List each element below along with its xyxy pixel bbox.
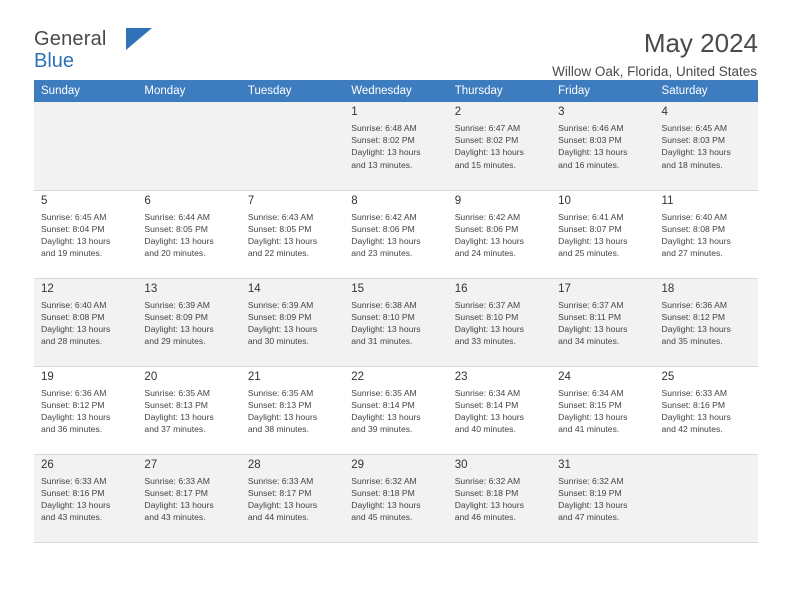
day-sun-info	[144, 211, 234, 260]
day-sun-info	[144, 475, 234, 524]
weekday-header-tuesday: Tuesday	[241, 80, 344, 102]
day-number: 23	[454, 370, 468, 383]
calendar-day-cell	[137, 190, 240, 278]
day-info-line: Daylight: 13 hours	[144, 411, 214, 422]
day-info-line: Sunset: 8:04 PM	[41, 223, 105, 234]
day-info-line: Daylight: 13 hours	[558, 499, 628, 510]
calendar-day-cell	[655, 366, 758, 454]
calendar-cell-empty	[137, 102, 240, 190]
calendar-day-cell	[344, 278, 447, 366]
day-info-line: and 30 minutes.	[247, 336, 309, 347]
day-info-line: Sunset: 8:09 PM	[144, 311, 208, 322]
day-number: 31	[558, 458, 571, 471]
day-info-line: and 31 minutes.	[351, 336, 413, 347]
day-info-line: Daylight: 13 hours	[661, 147, 731, 158]
day-info-line: Sunset: 8:13 PM	[247, 399, 312, 410]
day-info-line: Daylight: 13 hours	[454, 323, 524, 334]
calendar-day-cell	[551, 278, 654, 366]
day-info-line: and 22 minutes.	[247, 248, 309, 259]
day-sun-info	[41, 387, 131, 436]
day-sun-info	[558, 299, 648, 348]
day-info-line: Sunset: 8:03 PM	[661, 135, 726, 146]
day-info-line: and 27 minutes.	[661, 248, 723, 259]
day-info-line: and 43 minutes.	[41, 512, 103, 523]
day-number: 17	[558, 282, 571, 295]
day-sun-info	[248, 387, 338, 436]
day-info-line: Sunrise: 6:39 AM	[247, 299, 314, 310]
day-info-line: Sunrise: 6:37 AM	[454, 299, 521, 310]
day-sun-info	[662, 299, 752, 348]
day-info-line: Sunrise: 6:40 AM	[41, 299, 107, 310]
day-number: 6	[144, 194, 151, 207]
calendar-day-cell	[34, 278, 137, 366]
day-info-line: and 35 minutes.	[661, 336, 723, 347]
day-sun-info	[558, 211, 648, 260]
day-info-line: Sunset: 8:09 PM	[247, 311, 312, 322]
day-info-line: and 34 minutes.	[558, 336, 620, 347]
day-info-line: Sunrise: 6:45 AM	[41, 211, 107, 222]
day-info-line: Daylight: 13 hours	[41, 499, 111, 510]
day-info-line: Sunrise: 6:43 AM	[247, 211, 314, 222]
day-info-line: Daylight: 13 hours	[351, 147, 421, 158]
day-info-line: and 39 minutes.	[351, 424, 413, 435]
day-sun-info	[41, 211, 131, 260]
day-info-line: Daylight: 13 hours	[454, 411, 524, 422]
calendar-day-cell	[241, 278, 344, 366]
day-sun-info	[558, 122, 648, 171]
calendar-day-cell	[34, 454, 137, 542]
day-info-line: Sunrise: 6:32 AM	[351, 475, 417, 486]
page-title: May 2024	[643, 28, 758, 58]
day-info-line: Sunset: 8:06 PM	[351, 223, 415, 234]
day-info-line: and 42 minutes.	[661, 424, 723, 435]
calendar-day-cell	[655, 102, 758, 190]
day-sun-info	[41, 475, 131, 524]
day-number: 22	[351, 370, 365, 383]
calendar-week-row	[34, 102, 758, 190]
day-info-line: Sunrise: 6:35 AM	[247, 387, 314, 398]
day-number: 30	[454, 458, 468, 471]
sunrise-sunset-calendar	[34, 80, 758, 543]
header-text-block	[552, 28, 758, 79]
calendar-day-cell	[241, 190, 344, 278]
day-info-line: Sunset: 8:14 PM	[351, 399, 415, 410]
day-info-line: and 18 minutes.	[661, 159, 723, 170]
day-number: 29	[351, 458, 365, 471]
day-info-line: and 47 minutes.	[558, 512, 620, 523]
day-info-line: Daylight: 13 hours	[454, 147, 524, 158]
day-info-line: Daylight: 13 hours	[144, 499, 214, 510]
day-number: 2	[454, 106, 462, 118]
day-info-line: Daylight: 13 hours	[558, 411, 628, 422]
day-number: 11	[661, 194, 674, 207]
day-info-line: and 41 minutes.	[558, 424, 620, 435]
day-info-line: and 16 minutes.	[558, 159, 620, 170]
weekday-header-saturday: Saturday	[655, 80, 758, 102]
day-number: 10	[558, 194, 571, 207]
day-info-line: Daylight: 13 hours	[144, 323, 214, 334]
day-info-line: Daylight: 13 hours	[558, 323, 628, 334]
day-info-line: Daylight: 13 hours	[41, 235, 111, 246]
day-info-line: Sunset: 8:03 PM	[558, 135, 622, 146]
day-info-line: Daylight: 13 hours	[351, 235, 421, 246]
day-info-line: Sunrise: 6:47 AM	[454, 123, 521, 133]
day-info-line: Sunrise: 6:35 AM	[351, 387, 417, 398]
day-info-line: Sunrise: 6:37 AM	[558, 299, 624, 310]
day-info-line: Sunset: 8:17 PM	[144, 487, 208, 498]
day-sun-info	[558, 387, 648, 436]
day-info-line: and 13 minutes.	[351, 159, 413, 170]
day-info-line: Sunrise: 6:32 AM	[558, 475, 624, 486]
day-sun-info	[662, 211, 752, 260]
calendar-day-cell	[137, 366, 240, 454]
day-sun-info	[248, 475, 338, 524]
weekday-header-thursday: Thursday	[448, 80, 551, 102]
day-info-line: Sunset: 8:18 PM	[454, 487, 519, 498]
day-info-line: and 36 minutes.	[41, 424, 103, 435]
brand-logo	[34, 28, 154, 72]
day-info-line: Sunset: 8:05 PM	[247, 223, 312, 234]
weekday-header-friday: Friday	[551, 80, 654, 102]
calendar-day-cell	[551, 190, 654, 278]
calendar-day-cell	[448, 278, 551, 366]
day-number: 15	[351, 282, 365, 295]
day-info-line: and 43 minutes.	[144, 512, 206, 523]
day-number: 5	[41, 194, 48, 207]
day-sun-info	[662, 122, 752, 171]
day-number: 28	[247, 458, 261, 471]
day-number: 25	[661, 370, 675, 383]
day-sun-info	[144, 387, 234, 436]
calendar-cell-empty	[241, 102, 344, 190]
calendar-day-cell	[241, 366, 344, 454]
day-info-line: Sunset: 8:19 PM	[558, 487, 622, 498]
day-info-line: Daylight: 13 hours	[41, 411, 111, 422]
calendar-header-row	[34, 80, 758, 102]
calendar-day-cell	[448, 366, 551, 454]
calendar-day-cell	[655, 278, 758, 366]
day-number: 12	[41, 282, 54, 295]
day-info-line: Sunset: 8:18 PM	[351, 487, 415, 498]
day-number: 20	[144, 370, 158, 383]
day-info-line: Sunset: 8:07 PM	[558, 223, 622, 234]
day-info-line: Sunrise: 6:40 AM	[661, 211, 727, 222]
calendar-day-cell	[137, 454, 240, 542]
calendar-day-cell	[241, 454, 344, 542]
day-number: 27	[144, 458, 158, 471]
calendar-day-cell	[344, 102, 447, 190]
day-info-line: Sunrise: 6:39 AM	[144, 299, 210, 310]
day-info-line: Sunset: 8:10 PM	[351, 311, 415, 322]
day-info-line: Daylight: 13 hours	[144, 235, 214, 246]
calendar-day-cell	[344, 190, 447, 278]
day-sun-info	[455, 475, 545, 524]
day-sun-info	[351, 122, 441, 171]
calendar-day-cell	[34, 190, 137, 278]
day-info-line: Sunrise: 6:32 AM	[454, 475, 521, 486]
calendar-week-row	[34, 190, 758, 278]
day-info-line: Sunrise: 6:46 AM	[558, 123, 624, 133]
day-sun-info	[248, 299, 338, 348]
day-info-line: Sunset: 8:12 PM	[661, 311, 726, 322]
day-number: 8	[351, 194, 358, 207]
day-info-line: Sunrise: 6:42 AM	[351, 211, 417, 222]
calendar-day-cell	[34, 366, 137, 454]
day-info-line: Sunrise: 6:42 AM	[454, 211, 521, 222]
calendar-day-cell	[551, 454, 654, 542]
day-info-line: Daylight: 13 hours	[661, 411, 731, 422]
day-info-line: Daylight: 13 hours	[558, 147, 628, 158]
day-info-line: Sunset: 8:02 PM	[454, 135, 519, 146]
day-info-line: and 38 minutes.	[247, 424, 309, 435]
day-info-line: Sunset: 8:12 PM	[41, 399, 105, 410]
day-number: 24	[558, 370, 571, 383]
day-info-line: Sunrise: 6:48 AM	[351, 123, 417, 133]
brand-name-bottom: Blue	[34, 50, 75, 72]
day-sun-info	[351, 299, 441, 348]
day-info-line: Sunset: 8:08 PM	[661, 223, 726, 234]
calendar-cell-empty	[655, 454, 758, 542]
day-sun-info	[455, 299, 545, 348]
calendar-week-row	[34, 366, 758, 454]
day-info-line: Sunrise: 6:35 AM	[144, 387, 210, 398]
day-info-line: and 20 minutes.	[144, 248, 206, 259]
calendar-week-row	[34, 454, 758, 542]
day-info-line: Sunrise: 6:44 AM	[144, 211, 210, 222]
day-info-line: Sunrise: 6:33 AM	[661, 387, 727, 398]
day-info-line: Sunset: 8:08 PM	[41, 311, 105, 322]
page-header	[34, 0, 758, 79]
day-sun-info	[351, 475, 441, 524]
day-info-line: Sunrise: 6:34 AM	[454, 387, 521, 398]
day-info-line: Daylight: 13 hours	[558, 235, 628, 246]
day-info-line: Sunset: 8:06 PM	[454, 223, 519, 234]
day-info-line: Sunset: 8:02 PM	[351, 135, 415, 146]
triangle-flag-icon	[126, 28, 152, 50]
day-number: 18	[661, 282, 675, 295]
day-number: 4	[661, 106, 668, 118]
calendar-day-cell	[344, 454, 447, 542]
day-info-line: and 15 minutes.	[454, 159, 516, 170]
day-info-line: and 24 minutes.	[454, 248, 516, 259]
day-info-line: Sunrise: 6:33 AM	[247, 475, 314, 486]
day-sun-info	[455, 122, 545, 171]
calendar-day-cell	[137, 278, 240, 366]
calendar-cell-empty	[34, 102, 137, 190]
day-number: 19	[41, 370, 54, 383]
day-info-line: Daylight: 13 hours	[454, 499, 524, 510]
day-number: 21	[247, 370, 261, 383]
day-info-line: and 45 minutes.	[351, 512, 413, 523]
day-info-line: Daylight: 13 hours	[351, 499, 421, 510]
day-number: 14	[247, 282, 261, 295]
location-label: Willow Oak, Florida, United States	[552, 64, 757, 79]
weekday-header-sunday: Sunday	[34, 80, 137, 102]
day-info-line: Daylight: 13 hours	[351, 323, 421, 334]
day-info-line: Sunset: 8:17 PM	[247, 487, 312, 498]
day-info-line: and 23 minutes.	[351, 248, 413, 259]
day-sun-info	[455, 387, 545, 436]
day-info-line: and 19 minutes.	[41, 248, 103, 259]
day-info-line: Sunrise: 6:45 AM	[661, 123, 727, 133]
day-info-line: Daylight: 13 hours	[41, 323, 111, 334]
day-info-line: Sunset: 8:10 PM	[454, 311, 519, 322]
day-number: 1	[351, 106, 358, 118]
day-info-line: Sunset: 8:13 PM	[144, 399, 208, 410]
calendar-day-cell	[551, 366, 654, 454]
day-info-line: Sunset: 8:11 PM	[558, 311, 622, 322]
day-sun-info	[662, 387, 752, 436]
day-sun-info	[144, 299, 234, 348]
calendar-day-cell	[551, 102, 654, 190]
day-info-line: Daylight: 13 hours	[247, 235, 318, 246]
calendar-day-cell	[448, 454, 551, 542]
day-info-line: and 44 minutes.	[247, 512, 309, 523]
day-number: 3	[558, 106, 565, 118]
day-info-line: Sunrise: 6:36 AM	[41, 387, 107, 398]
calendar-week-row	[34, 278, 758, 366]
day-info-line: and 25 minutes.	[558, 248, 620, 259]
calendar-day-cell	[448, 102, 551, 190]
day-info-line: Sunrise: 6:34 AM	[558, 387, 624, 398]
day-info-line: Daylight: 13 hours	[661, 323, 731, 334]
day-info-line: Daylight: 13 hours	[247, 323, 318, 334]
calendar-day-cell	[448, 190, 551, 278]
day-number: 13	[144, 282, 158, 295]
day-info-line: Sunset: 8:05 PM	[144, 223, 208, 234]
day-info-line: and 40 minutes.	[454, 424, 516, 435]
calendar-day-cell	[344, 366, 447, 454]
day-info-line: Daylight: 13 hours	[661, 235, 731, 246]
day-info-line: and 37 minutes.	[144, 424, 206, 435]
day-info-line: Daylight: 13 hours	[247, 411, 318, 422]
day-sun-info	[248, 211, 338, 260]
day-info-line: Sunrise: 6:41 AM	[558, 211, 624, 222]
brand-name-top: General	[34, 28, 107, 50]
day-number: 9	[454, 194, 462, 207]
day-info-line: and 46 minutes.	[454, 512, 516, 523]
day-sun-info	[558, 475, 648, 524]
day-info-line: Sunrise: 6:38 AM	[351, 299, 417, 310]
day-sun-info	[351, 211, 441, 260]
calendar-body	[34, 102, 758, 542]
day-info-line: Sunrise: 6:33 AM	[144, 475, 210, 486]
day-sun-info	[455, 211, 545, 260]
day-info-line: and 29 minutes.	[144, 336, 206, 347]
day-info-line: Daylight: 13 hours	[247, 499, 318, 510]
day-info-line: Sunset: 8:15 PM	[558, 399, 622, 410]
day-info-line: Sunset: 8:16 PM	[41, 487, 105, 498]
day-number: 16	[454, 282, 468, 295]
day-info-line: Sunrise: 6:33 AM	[41, 475, 107, 486]
calendar-day-cell	[655, 190, 758, 278]
day-info-line: and 33 minutes.	[454, 336, 516, 347]
day-info-line: Sunset: 8:16 PM	[661, 399, 726, 410]
day-info-line: Daylight: 13 hours	[351, 411, 421, 422]
day-info-line: Sunrise: 6:36 AM	[661, 299, 727, 310]
day-info-line: Daylight: 13 hours	[454, 235, 524, 246]
day-info-line: Sunset: 8:14 PM	[454, 399, 519, 410]
weekday-header-wednesday: Wednesday	[344, 80, 447, 102]
day-number: 26	[41, 458, 54, 471]
day-sun-info	[41, 299, 131, 348]
day-sun-info	[351, 387, 441, 436]
weekday-header-monday: Monday	[137, 80, 240, 102]
day-info-line: and 28 minutes.	[41, 336, 103, 347]
day-number: 7	[247, 194, 255, 207]
